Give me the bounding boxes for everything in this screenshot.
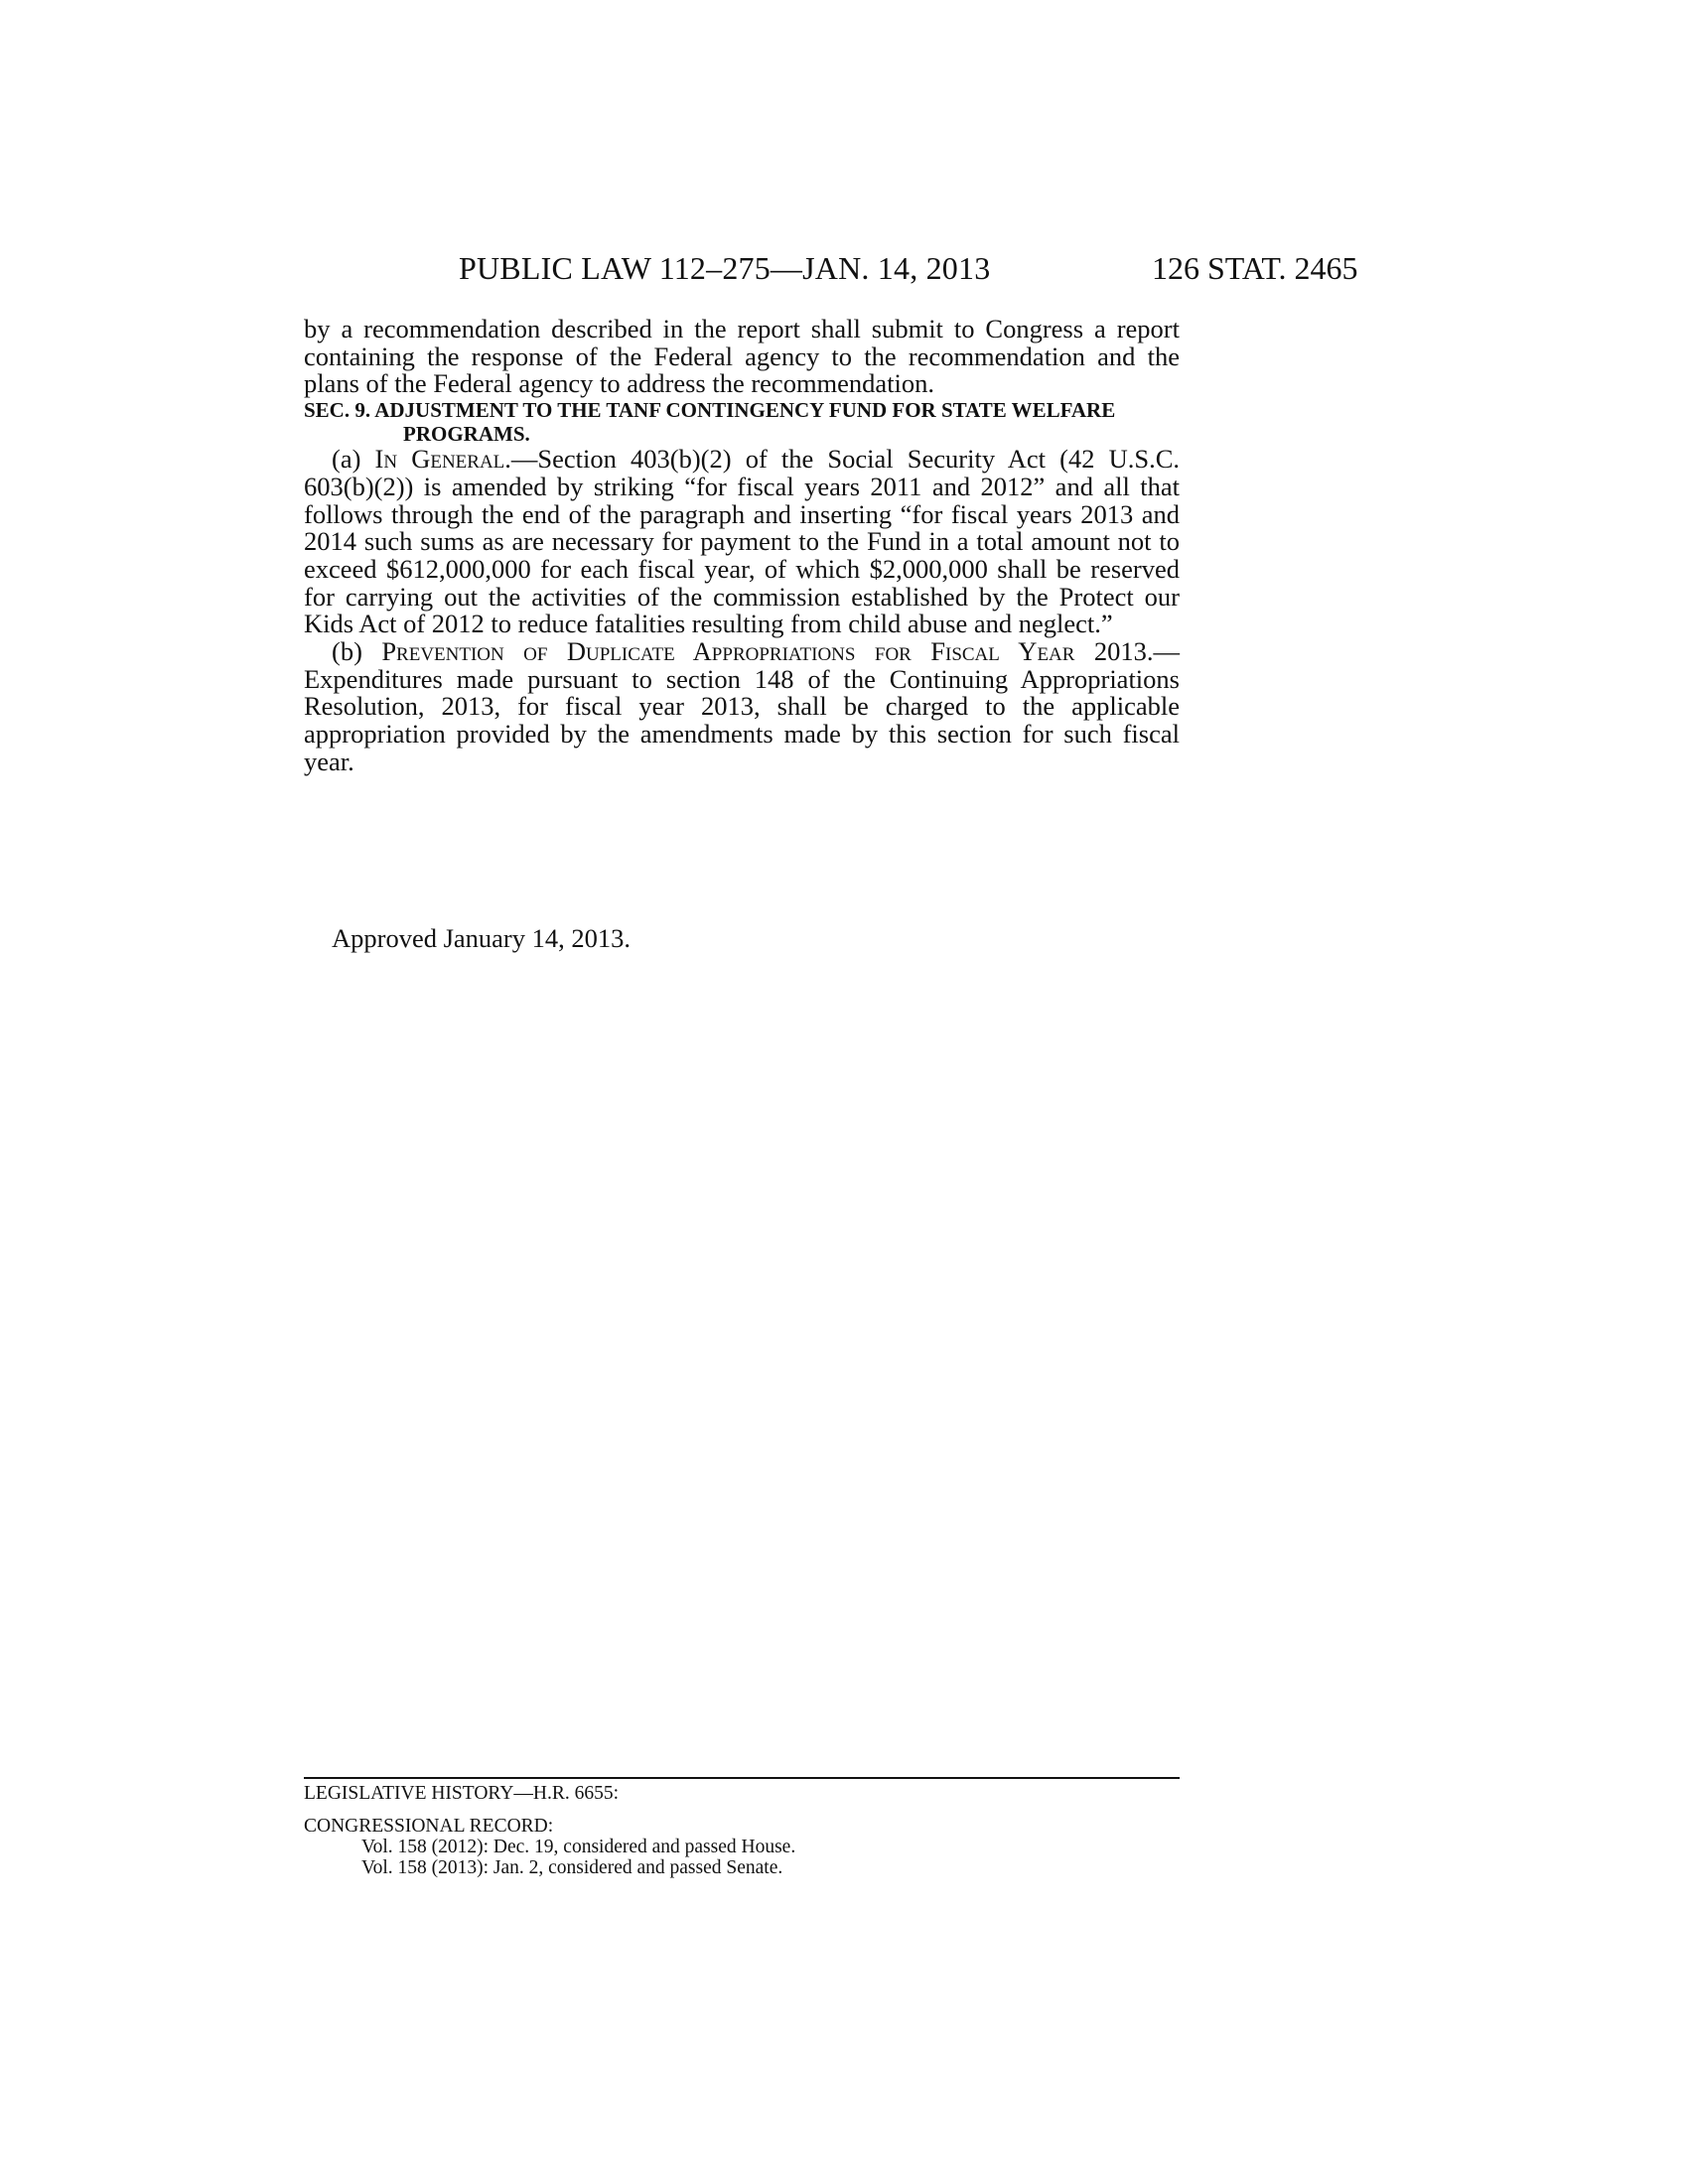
section-heading: SEC. 9. ADJUSTMENT TO THE TANF CONTINGENCY FUND FOR STATE WELFARE PROGRAMS.	[304, 398, 1116, 447]
stat-page-number: 126 STAT. 2465	[1152, 250, 1358, 286]
subsection-b-heading: Prevention of Duplicate Appropriations for Fiscal Year 2013.	[381, 636, 1154, 667]
main-body	[304, 316, 1180, 776]
subsection-a	[304, 446, 1180, 638]
subsection-b-text: —Expenditures made pursuant to section 148 of the Continuing Appropriations Resolution, 2013, for fiscal year 2013, shall be charged to the applicable appropriation provided by the amendments made by this section for such fiscal year.	[304, 636, 1180, 776]
subsection-a-label: (a)	[332, 444, 375, 475]
approval-date: Approved January 14, 2013.	[332, 923, 632, 953]
subsection-b	[304, 638, 1180, 776]
subsection-a-text: —Section 403(b)(2) of the Social Security Act (42 U.S.C. 603(b)(2)) is amended by striking “for fiscal years 2011 and 2012” and all that follows through the end of the paragraph and inserting “for fiscal years 2013 and 2014 such sums as are necessary for payment to the Fund in a total amount not to exceed $612,000,000 for each fiscal year, of which $2,000,000 shall be reserved for carrying out the activities of the commission established by the Protect our Kids Act of 2012 to reduce fatalities resulting from child abuse and neglect.”	[304, 444, 1180, 639]
continuation-paragraph: by a recommendation described in the report shall submit to Congress a report containing the response of the Federal agency to the recommendation and the plans of the Federal agency to address the recommendation.	[304, 314, 1180, 399]
footer-divider	[304, 1777, 1180, 1779]
record-entry: Vol. 158 (2013): Jan. 2, considered and passed Senate.	[361, 1857, 783, 1878]
congressional-record-title: CONGRESSIONAL RECORD:	[304, 1816, 554, 1837]
subsection-b-label: (b)	[332, 636, 382, 667]
legislative-history-title: LEGISLATIVE HISTORY—H.R. 6655:	[304, 1783, 620, 1804]
record-entry: Vol. 158 (2012): Dec. 19, considered and passed House.	[361, 1837, 796, 1857]
running-head-title: PUBLIC LAW 112–275—JAN. 14, 2013	[459, 250, 991, 286]
subsection-a-heading: In General.	[374, 444, 511, 475]
legislative-history-footer	[304, 1783, 1180, 1878]
